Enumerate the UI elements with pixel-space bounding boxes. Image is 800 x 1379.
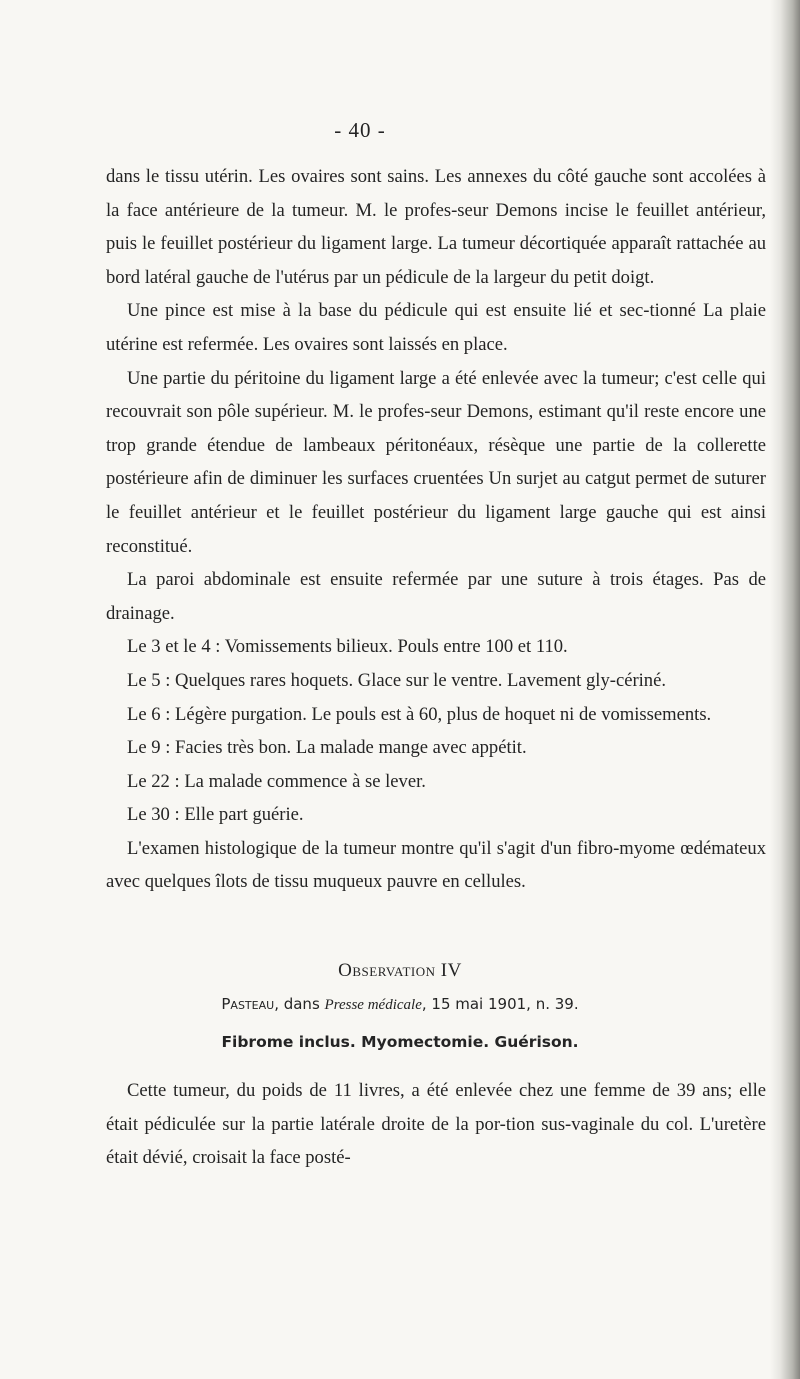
paragraph-4: La paroi abdominale est ensuite refermée par une suture à trois étages. Pas de drainage. [106, 569, 766, 624]
citation-pre: , dans [274, 995, 325, 1013]
body-text-continued [106, 1074, 766, 1175]
paragraph-10: Le 30 : Elle part guérie. [127, 804, 304, 826]
paragraph-2: Une pince est mise à la base du pédicule qui est ensuite lié et sec-tionné La plaie utérine est refermée. Les ovaires sont laissés en place. [106, 300, 766, 355]
citation [0, 995, 800, 1014]
case-title: Fibrome inclus. Myomectomie. Guérison. [221, 1033, 579, 1051]
paragraph-9: Le 22 : La malade commence à se lever. [127, 770, 426, 792]
citation-post: , 15 mai 1901, n. 39. [421, 995, 579, 1013]
page-edge-shadow [770, 0, 800, 1379]
paragraph-7: Le 6 : Légère purgation. Le pouls est à 60, plus de hoquet ni de vomissements. [127, 703, 712, 725]
body-text [106, 160, 766, 899]
paragraph-3: Une partie du péritoine du ligament large a été enlevée avec la tumeur; c'est celle qui recouvrait son pôle supérieur. M. le profes-seur Demons, estimant qu'il reste encore une trop grande étendue de lambeaux péritonéaux, résèque une partie de la collerette postérieure afin de diminuer les surfaces cruentées Un surjet au catgut permet de suturer le feuillet antérieur et le feuillet postérieur du ligament large gauche qui est ainsi reconstitué. [106, 367, 766, 557]
page-number: - 40 - [334, 118, 386, 142]
paragraph-5: Le 3 et le 4 : Vomissements bilieux. Pouls entre 100 et 110. [127, 636, 568, 658]
observation-heading: Observation IV [338, 960, 462, 981]
paragraph-final: Cette tumeur, du poids de 11 livres, a été enlevée chez une femme de 39 ans; elle était pédiculée sur la partie latérale droite de la por-tion sus-vaginale du col. L'uretère était dévié, croisait la face posté- [106, 1080, 766, 1169]
paragraph-8: Le 9 : Facies très bon. La malade mange avec appétit. [127, 737, 527, 759]
paragraph-6: Le 5 : Quelques rares hoquets. Glace sur le ventre. Lavement gly-cériné. [127, 669, 667, 691]
paragraph-1: dans le tissu utérin. Les ovaires sont sains. Les annexes du côté gauche sont accolées à la face antérieure de la tumeur. M. le profes-seur Demons incise le feuillet antérieur, puis le feuillet postérieur du ligament large. La tumeur décortiquée apparaît rattachée au bord latéral gauche de l'utérus par un pédicule de la largeur du petit doigt. [106, 166, 766, 288]
citation-journal: Presse médicale [324, 997, 422, 1013]
citation-author: Pasteau [221, 995, 275, 1013]
paragraph-11: L'examen histologique de la tumeur montre qu'il s'agit d'un fibro-myome œdémateux avec quelques îlots de tissu muqueux pauvre en cellules. [106, 837, 766, 893]
